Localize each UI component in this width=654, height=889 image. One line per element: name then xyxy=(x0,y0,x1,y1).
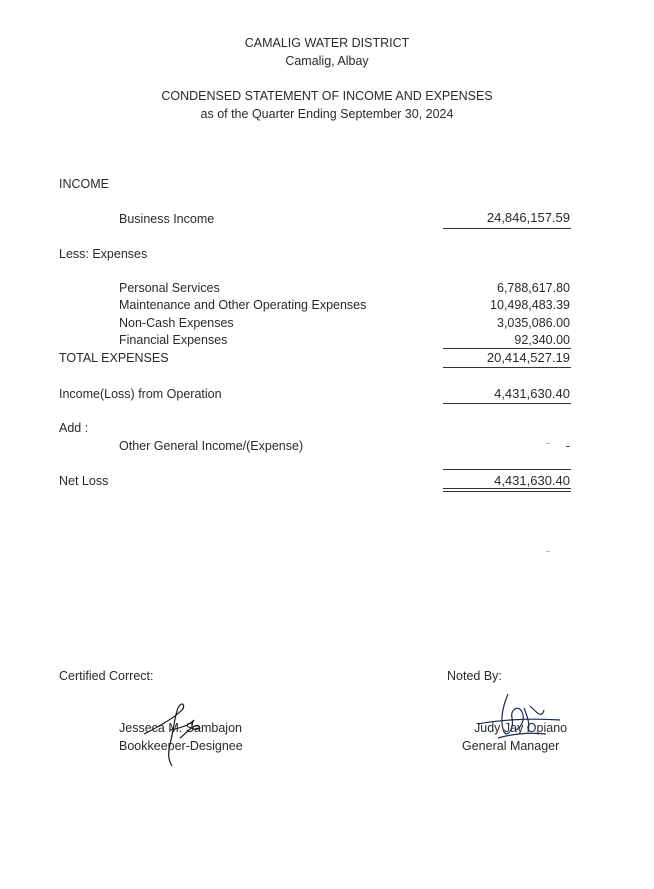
net-loss-label: Net Loss xyxy=(59,474,109,488)
expense-value: 3,035,086.00 xyxy=(497,316,570,330)
certified-correct-label: Certified Correct: xyxy=(59,669,154,683)
business-income-underline xyxy=(443,228,571,229)
expense-value: 6,788,617.80 xyxy=(497,281,570,295)
scan-speck xyxy=(546,551,550,552)
noted-by-label: Noted By: xyxy=(447,669,502,683)
other-income-value: - xyxy=(565,439,570,453)
expense-label: Maintenance and Other Operating Expenses xyxy=(119,298,367,312)
income-heading: INCOME xyxy=(59,177,109,191)
certifier-signature xyxy=(130,690,250,770)
add-heading: Add : xyxy=(59,421,89,435)
org-location: Camalig, Albay xyxy=(285,54,369,68)
net-double-underline-2 xyxy=(443,491,571,492)
expense-value: 92,340.00 xyxy=(514,333,570,347)
noter-signature xyxy=(468,688,578,758)
total-expenses-label: TOTAL EXPENSES xyxy=(59,351,169,365)
total-expenses-underline xyxy=(443,367,571,368)
operation-value: 4,431,630.40 xyxy=(494,386,570,401)
business-income-value: 24,846,157.59 xyxy=(486,210,570,225)
operation-underline xyxy=(443,403,571,404)
statement-period: as of the Quarter Ending September 30, 2024 xyxy=(200,107,454,121)
expense-label: Financial Expenses xyxy=(119,333,228,347)
noter-title: General Manager xyxy=(462,739,560,753)
expenses-heading: Less: Expenses xyxy=(59,247,148,261)
business-income-label: Business Income xyxy=(119,212,215,226)
expense-label: Non-Cash Expenses xyxy=(119,316,234,330)
expense-value: 10,498,483.39 xyxy=(490,298,570,312)
expense-label: Personal Services xyxy=(119,281,220,295)
net-double-underline-1 xyxy=(443,488,571,489)
operation-label: Income(Loss) from Operation xyxy=(59,387,222,401)
total-expenses-value: 20,414,527.19 xyxy=(486,350,570,365)
certifier-title: Bookkeeper-Designee xyxy=(119,739,243,753)
statement-title: CONDENSED STATEMENT OF INCOME AND EXPENSES xyxy=(161,89,493,103)
other-income-label: Other General Income/(Expense) xyxy=(119,439,304,453)
expenses-subtotal-line xyxy=(443,348,571,349)
net-overline xyxy=(443,469,571,470)
scan-speck xyxy=(546,443,550,444)
net-loss-value: 4,431,630.40 xyxy=(494,473,570,488)
noter-name: Judy Jay Opiano xyxy=(474,721,568,735)
org-name: CAMALIG WATER DISTRICT xyxy=(244,36,410,50)
certifier-name: Jesseca M. Sambajon xyxy=(119,721,242,735)
